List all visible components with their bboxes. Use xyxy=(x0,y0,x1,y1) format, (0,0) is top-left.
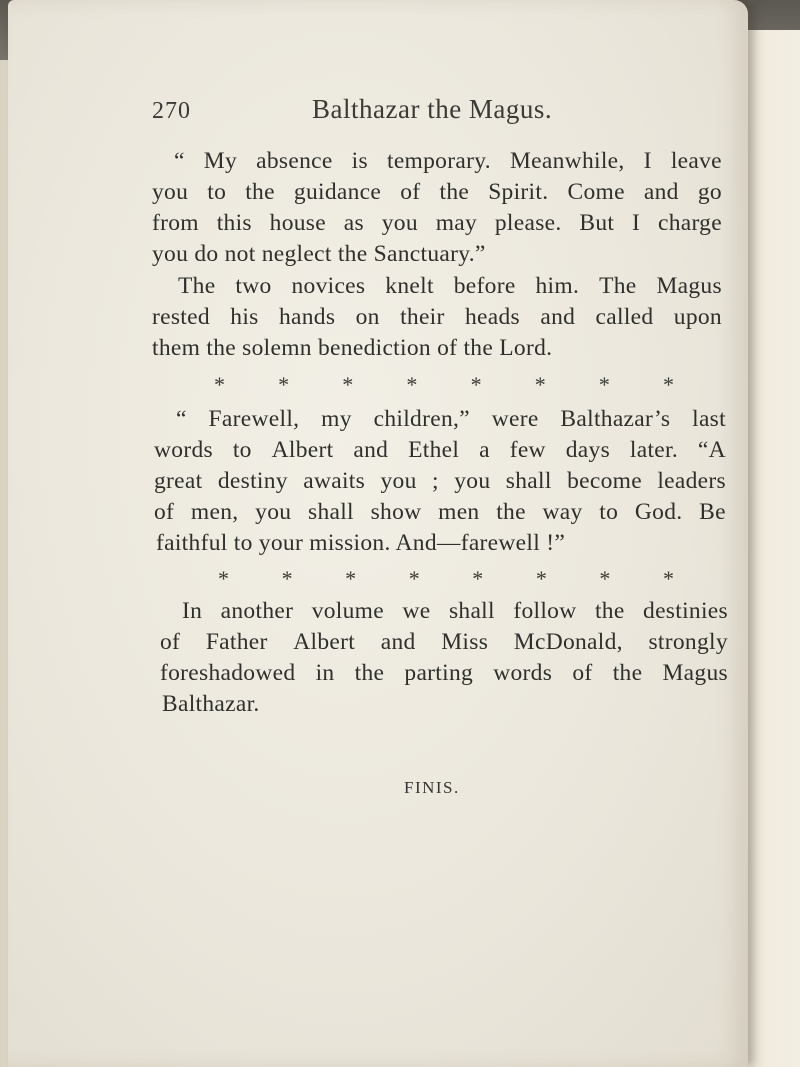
word: another xyxy=(220,598,294,624)
word: words xyxy=(493,660,553,686)
text-line xyxy=(152,273,722,300)
word: and xyxy=(643,179,679,205)
word: please. xyxy=(494,210,562,236)
word: as xyxy=(343,210,364,236)
word: you xyxy=(381,210,418,236)
word: called xyxy=(595,304,654,330)
word: and xyxy=(540,304,576,330)
word: the xyxy=(354,660,385,686)
separator-star: * xyxy=(278,372,290,397)
word: shall xyxy=(448,598,495,624)
word: and xyxy=(353,437,389,463)
separator-star: * xyxy=(342,372,354,397)
word: hands xyxy=(278,304,336,330)
word: Farewell, xyxy=(208,406,300,432)
word: and xyxy=(380,629,416,655)
word: absence xyxy=(256,148,333,174)
word: the xyxy=(496,499,526,525)
section-separator xyxy=(214,372,674,398)
page-header xyxy=(146,94,606,134)
word: days xyxy=(565,437,611,463)
word: Albert xyxy=(271,437,334,463)
word: of xyxy=(154,499,175,525)
running-title: Balthazar the Magus. xyxy=(312,94,553,124)
word: the xyxy=(245,179,275,205)
separator-star: * xyxy=(281,566,293,591)
word: to xyxy=(232,437,252,463)
word: But xyxy=(579,210,615,236)
word: you xyxy=(380,468,417,494)
separator-star: * xyxy=(214,372,225,397)
word: way xyxy=(542,499,583,525)
word: “ xyxy=(174,148,185,174)
word: of xyxy=(572,660,593,686)
word: follow xyxy=(513,598,577,624)
word: heads xyxy=(464,304,520,330)
word: God. xyxy=(634,499,683,525)
word: guidance xyxy=(293,179,382,205)
word: shall xyxy=(505,468,552,494)
word: strongly xyxy=(648,629,728,655)
separator-star: * xyxy=(408,566,420,591)
word: shall xyxy=(308,499,354,525)
word: novices xyxy=(291,273,366,299)
word: Father xyxy=(205,629,268,655)
text-line xyxy=(154,499,726,526)
finis-label: FINIS. xyxy=(404,778,460,797)
text-line xyxy=(154,468,726,495)
word: words xyxy=(154,437,213,463)
word: charge xyxy=(657,210,722,236)
word: Spirit. xyxy=(488,179,549,205)
word: we xyxy=(402,598,431,624)
word: The xyxy=(599,273,637,299)
word: of xyxy=(400,179,421,205)
word: temporary. xyxy=(386,148,491,174)
word: from xyxy=(152,210,199,236)
word: you xyxy=(152,179,189,205)
word: Magus xyxy=(662,660,728,686)
word: I xyxy=(643,148,652,174)
word: Come xyxy=(567,179,625,205)
word: is xyxy=(351,148,368,174)
separator-star: * xyxy=(535,566,547,591)
word: before xyxy=(453,273,516,299)
word: men, xyxy=(190,499,239,525)
word: In xyxy=(182,598,203,624)
page-number: 270 xyxy=(152,98,191,124)
word: ; xyxy=(432,468,439,494)
text-line xyxy=(152,179,722,206)
text-line: faithful to your mission. And—farewell !” xyxy=(156,530,566,556)
word: Miss xyxy=(441,629,489,655)
word: parting xyxy=(404,660,474,686)
word: in xyxy=(315,660,335,686)
text-line xyxy=(160,629,728,656)
word: may xyxy=(435,210,478,236)
word: I xyxy=(632,210,641,236)
word: “ xyxy=(176,406,187,432)
word: awaits xyxy=(303,468,366,494)
word: leaders xyxy=(657,468,726,494)
word: were xyxy=(491,406,539,432)
word: volume xyxy=(311,598,384,624)
text-line: them the solemn benediction of the Lord. xyxy=(152,335,553,361)
word: to xyxy=(207,179,227,205)
word: Albert xyxy=(293,629,356,655)
text-line xyxy=(152,304,722,331)
separator-star: * xyxy=(599,566,611,591)
text-line xyxy=(154,437,726,464)
section-separator xyxy=(218,566,674,592)
word: to xyxy=(599,499,619,525)
word: this xyxy=(216,210,252,236)
separator-star: * xyxy=(218,566,229,591)
word: you xyxy=(454,468,491,494)
word: you xyxy=(255,499,292,525)
word: McDonald, xyxy=(513,629,623,655)
separator-star: * xyxy=(345,566,357,591)
word: house xyxy=(269,210,326,236)
word: knelt xyxy=(385,273,434,299)
word: go xyxy=(697,179,722,205)
text-line xyxy=(152,148,722,175)
text-line: you do not neglect the Sanctuary.” xyxy=(152,241,486,267)
text-line xyxy=(154,406,726,433)
word: him. xyxy=(535,273,580,299)
text-line xyxy=(160,598,728,625)
word: his xyxy=(230,304,259,330)
word: upon xyxy=(673,304,722,330)
separator-star: * xyxy=(406,372,418,397)
word: men xyxy=(438,499,480,525)
word: few xyxy=(509,437,546,463)
word: “A xyxy=(697,437,726,463)
separator-star: * xyxy=(662,372,674,397)
separator-star: * xyxy=(662,566,674,591)
text-line xyxy=(152,210,722,237)
word: Be xyxy=(699,499,726,525)
word: two xyxy=(235,273,272,299)
word: of xyxy=(160,629,181,655)
separator-star: * xyxy=(472,566,484,591)
word: My xyxy=(203,148,238,174)
word: later. xyxy=(629,437,679,463)
word: great xyxy=(154,468,203,494)
word: their xyxy=(400,304,445,330)
word: the xyxy=(439,179,470,205)
separator-star: * xyxy=(534,372,546,397)
word: destiny xyxy=(217,468,288,494)
word: The xyxy=(178,273,216,299)
word: destinies xyxy=(643,598,728,624)
word: children,” xyxy=(373,406,470,432)
word: show xyxy=(370,499,422,525)
separator-star: * xyxy=(470,372,482,397)
word: the xyxy=(612,660,643,686)
word: last xyxy=(692,406,726,432)
word: Balthazar’s xyxy=(560,406,671,432)
word: a xyxy=(479,437,490,463)
word: Meanwhile, xyxy=(509,148,625,174)
word: Magus xyxy=(656,273,722,299)
word: Ethel xyxy=(408,437,460,463)
separator-star: * xyxy=(598,372,610,397)
text-line xyxy=(160,660,728,687)
word: become xyxy=(567,468,642,494)
word: on xyxy=(355,304,380,330)
word: leave xyxy=(670,148,722,174)
word: foreshadowed xyxy=(160,660,296,686)
word: rested xyxy=(152,304,210,330)
word: the xyxy=(594,598,625,624)
word: my xyxy=(321,406,352,432)
text-line: Balthazar. xyxy=(162,691,260,717)
